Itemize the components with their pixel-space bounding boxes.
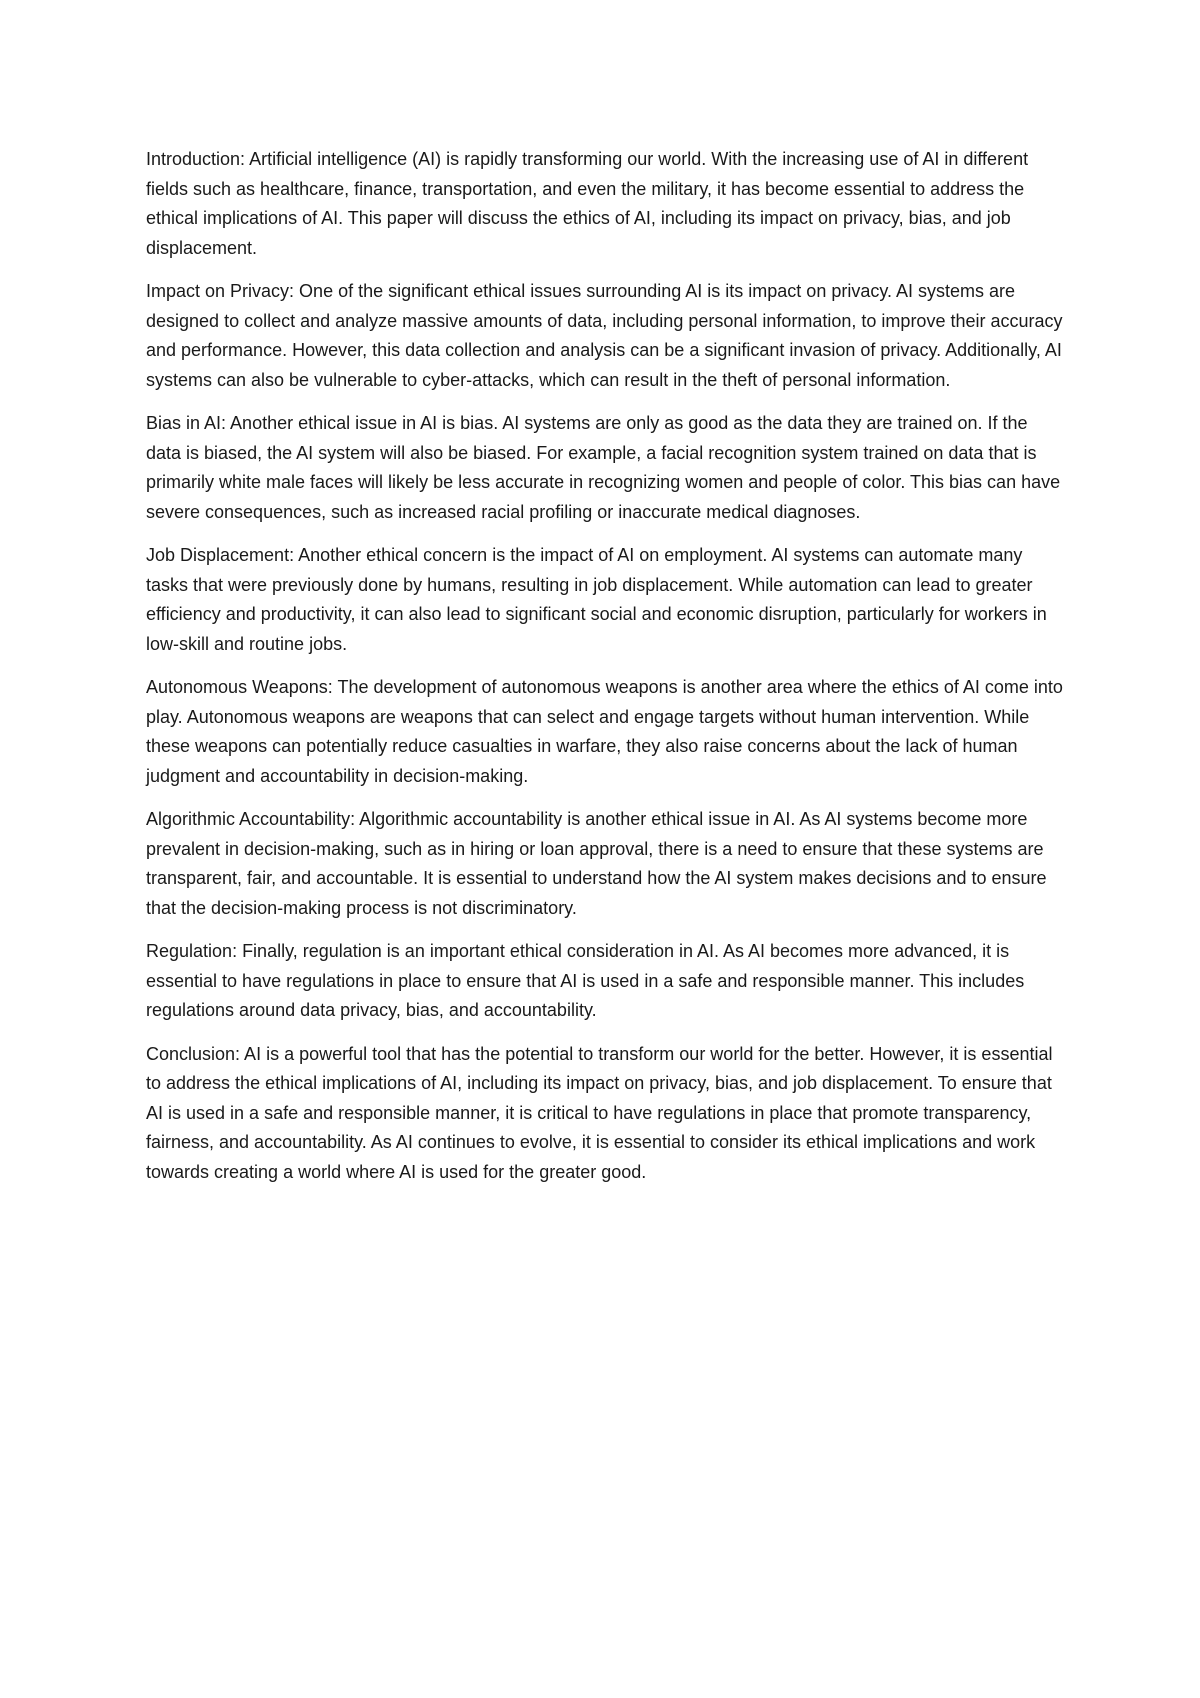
document-body <box>146 145 1066 1201</box>
paragraph-algorithmic-accountability: Algorithmic Accountability: Algorithmic accountability is another ethical issue in AI. As AI systems become more prevalent in decision-making, such as in hiring or loan approval, there is a need to ensure that these systems are transparent, fair, and accountable. It is essential to understand how the AI system makes decisions and to ensure that the decision-making process is not discriminatory. <box>146 809 1047 918</box>
paragraph-impact-on-privacy: Impact on Privacy: One of the significant ethical issues surrounding AI is its impact on privacy. AI systems are designed to collect and analyze massive amounts of data, including personal information, to improve their accuracy and performance. However, this data collection and analysis can be a significant invasion of privacy. Additionally, AI systems can also be vulnerable to cyber-attacks, which can result in the theft of personal information. <box>146 281 1063 390</box>
paragraph-job-displacement: Job Displacement: Another ethical concern is the impact of AI on employment. AI systems can automate many tasks that were previously done by humans, resulting in job displacement. While automation can lead to greater efficiency and productivity, it can also lead to significant social and economic disruption, particularly for workers in low-skill and routine jobs. <box>146 545 1047 654</box>
paragraph-bias-in-ai: Bias in AI: Another ethical issue in AI is bias. AI systems are only as good as the data they are trained on. If the data is biased, the AI system will also be biased. For example, a facial recognition system trained on data that is primarily white male faces will likely be less accurate in recognizing women and people of color. This bias can have severe consequences, such as increased racial profiling or inaccurate medical diagnoses. <box>146 413 1061 522</box>
paragraph-regulation: Regulation: Finally, regulation is an important ethical consideration in AI. As AI becomes more advanced, it is essential to have regulations in place to ensure that AI is used in a safe and responsible manner. This includes regulations around data privacy, bias, and accountability. <box>146 941 1025 1020</box>
paragraph-conclusion: Conclusion: AI is a powerful tool that has the potential to transform our world for the better. However, it is essential to address the ethical implications of AI, including its impact on privacy, bias, and job displacement. To ensure that AI is used in a safe and responsible manner, it is critical to have regulations in place that promote transparency, fairness, and accountability. As AI continues to evolve, it is essential to consider its ethical implications and work towards creating a world where AI is used for the greater good. <box>146 1043 1053 1182</box>
paragraph-autonomous-weapons: Autonomous Weapons: The development of autonomous weapons is another area where the ethics of AI come into play. Autonomous weapons are weapons that can select and engage targets without human intervention. While these weapons can potentially reduce casualties in warfare, they also raise concerns about the lack of human judgment and accountability in decision-making. <box>146 677 1063 786</box>
paragraph-introduction: Introduction: Artificial intelligence (AI) is rapidly transforming our world. With the increasing use of AI in different fields such as healthcare, finance, transportation, and even the military, it has become essential to address the ethical implications of AI. This paper will discuss the ethics of AI, including its impact on privacy, bias, and job displacement. <box>146 149 1029 258</box>
